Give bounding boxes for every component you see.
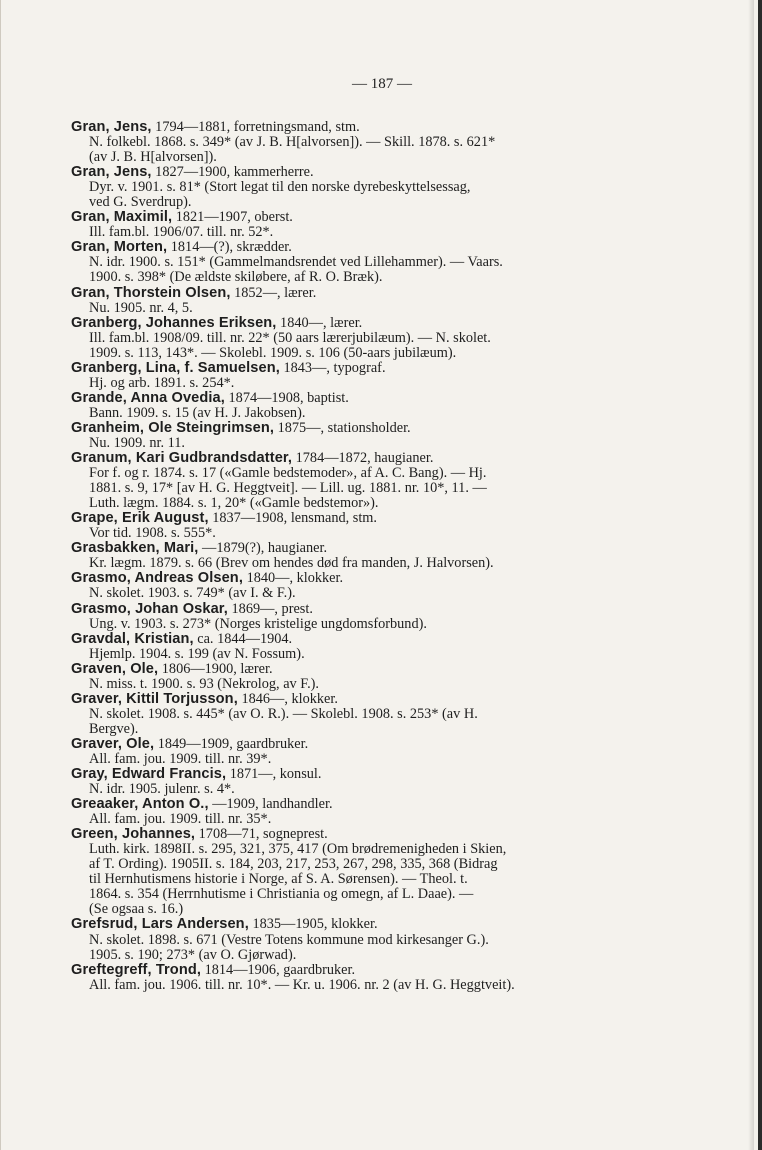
entry-heading <box>71 737 663 752</box>
reference-line: N. miss. t. 1900. s. 93 (Nekrolog, av F.). <box>89 675 319 692</box>
entry-references <box>71 135 663 165</box>
biographical-entry <box>71 571 663 601</box>
entry-description: 1869—, prest. <box>231 600 313 617</box>
reference-line: All. fam. jou. 1909. till. nr. 39*. <box>89 750 272 767</box>
entry-description: 1871—, konsul. <box>229 766 322 783</box>
entry-references <box>71 933 663 963</box>
entry-heading <box>71 662 663 677</box>
entry-references <box>71 301 663 316</box>
entry-name: Gran, Jens, <box>71 164 152 181</box>
reference-line: af T. Ording). 1905II. s. 184, 203, 217, 253, 267, 298, 335, 368 (Bidrag <box>89 856 498 873</box>
entry-description: 1827—1900, kammerherre. <box>155 164 314 181</box>
entry-description: 1784—1872, haugianer. <box>295 450 434 467</box>
entry-name: Gran, Thorstein Olsen, <box>71 284 231 301</box>
entry-heading <box>71 120 663 135</box>
biographical-entry <box>71 316 663 361</box>
reference-line: N. idr. 1900. s. 151* (Gammelmandsrendet ved Lillehammer). — Vaars. <box>89 254 503 271</box>
entry-name: Granum, Kari Gudbrandsdatter, <box>71 450 293 467</box>
biographical-entry <box>71 963 663 993</box>
biographical-entry <box>71 602 663 632</box>
entry-references <box>71 406 663 421</box>
reference-line: N. skolet. 1903. s. 749* (av I. & F.). <box>89 585 296 602</box>
entry-references <box>71 225 663 240</box>
biographical-entry <box>71 797 663 827</box>
biographical-entry <box>71 451 663 511</box>
reference-line: Hj. og arb. 1891. s. 254*. <box>89 374 235 391</box>
entry-references <box>71 647 663 662</box>
reference-line: Bann. 1909. s. 15 (av H. J. Jakobsen). <box>89 404 306 421</box>
reference-line: N. skolet. 1908. s. 445* (av O. R.). — Skolebl. 1908. s. 253* (av H. <box>89 705 478 722</box>
entry-heading <box>71 692 663 707</box>
biographical-entry <box>71 827 663 917</box>
entry-heading <box>71 767 663 782</box>
entry-list <box>71 120 663 993</box>
entry-references <box>71 556 663 571</box>
entry-name: Granheim, Ole Steingrimsen, <box>71 419 275 436</box>
biographical-entry <box>71 286 663 316</box>
entry-heading <box>71 797 663 812</box>
entry-references <box>71 526 663 541</box>
reference-line: (Se ogsaa s. 16.) <box>89 901 184 918</box>
entry-description: 1843—, typograf. <box>283 359 386 376</box>
entry-name: Gravdal, Kristian, <box>71 630 194 647</box>
entry-name: Greaaker, Anton O., <box>71 796 209 813</box>
biographical-entry <box>71 692 663 737</box>
entry-heading <box>71 602 663 617</box>
entry-name: Gran, Jens, <box>71 119 152 135</box>
entry-name: Graver, Ole, <box>71 735 155 752</box>
entry-description: 1835—1905, klokker. <box>252 916 378 933</box>
reference-line: N. idr. 1905. julenr. s. 4*. <box>89 781 235 798</box>
reference-line: Luth. lægm. 1884. s. 1, 20* («Gamle bedstemor»). <box>89 495 379 512</box>
entry-name: Gray, Edward Francis, <box>71 766 227 783</box>
biographical-entry <box>71 391 663 421</box>
biographical-entry <box>71 210 663 240</box>
biographical-entry <box>71 240 663 285</box>
reference-line: Nu. 1905. nr. 4, 5. <box>89 299 193 316</box>
entry-heading <box>71 316 663 331</box>
entry-description: —1909, landhandler. <box>212 796 333 813</box>
biographical-entry <box>71 917 663 962</box>
entry-description: ca. 1844—1904. <box>197 630 293 647</box>
biographical-entry <box>71 541 663 571</box>
reference-line: til Hernhutismens historie i Norge, af S. A. Sørensen). — Theol. t. <box>89 871 468 888</box>
page-edge-shadow <box>748 0 754 1150</box>
reference-line: 1905. s. 190; 273* (av O. Gjørwad). <box>89 946 297 963</box>
biographical-entry <box>71 737 663 767</box>
biographical-entry <box>71 511 663 541</box>
entry-heading <box>71 286 663 301</box>
entry-description: 1849—1909, gaardbruker. <box>157 735 309 752</box>
entry-heading <box>71 917 663 932</box>
reference-line: Luth. kirk. 1898II. s. 295, 321, 375, 417 (Om brødremenigheden i Skien, <box>89 841 507 858</box>
entry-name: Grasmo, Andreas Olsen, <box>71 570 243 587</box>
entry-references <box>71 677 663 692</box>
entry-heading <box>71 451 663 466</box>
entry-description: 1821—1907, oberst. <box>175 209 293 226</box>
entry-description: 1814—1906, gaardbruker. <box>204 961 356 978</box>
reference-line: Dyr. v. 1901. s. 81* (Stort legat til den norske dyrebeskyttelsessag, <box>89 179 471 196</box>
entry-references <box>71 978 663 993</box>
entry-heading <box>71 165 663 180</box>
reference-line: 1881. s. 9, 17* [av H. G. Heggtveit]. — Lill. ug. 1881. nr. 10*, 11. — <box>89 480 487 497</box>
entry-name: Granberg, Lina, f. Samuelsen, <box>71 359 280 376</box>
entry-references <box>71 586 663 601</box>
biographical-entry <box>71 662 663 692</box>
entry-name: Graver, Kittil Torjusson, <box>71 690 238 707</box>
entry-heading <box>71 511 663 526</box>
entry-name: Grande, Anna Ovedia, <box>71 389 225 406</box>
entry-description: 1846—, klokker. <box>241 690 338 707</box>
reference-line: For f. og r. 1874. s. 17 («Gamle bedstemoder», af A. C. Bang). — Hj. <box>89 465 487 482</box>
entry-heading <box>71 421 663 436</box>
entry-name: Gran, Maximil, <box>71 209 173 226</box>
reference-line: Hjemlp. 1904. s. 199 (av N. Fossum). <box>89 645 305 662</box>
biographical-entry <box>71 120 663 165</box>
entry-references <box>71 331 663 361</box>
entry-heading <box>71 240 663 255</box>
entry-name: Grefsrud, Lars Andersen, <box>71 916 249 933</box>
entry-heading <box>71 827 663 842</box>
entry-name: Grasmo, Johan Oskar, <box>71 600 228 617</box>
entry-description: 1806—1900, lærer. <box>161 660 273 677</box>
entry-heading <box>71 361 663 376</box>
entry-description: 1708—71, sogneprest. <box>198 826 328 843</box>
entry-heading <box>71 391 663 406</box>
reference-line: Ung. v. 1903. s. 273* (Norges kristelige ungdomsforbund). <box>89 615 427 632</box>
entry-references <box>71 752 663 767</box>
entry-heading <box>71 210 663 225</box>
reference-line: Nu. 1909. nr. 11. <box>89 434 185 451</box>
entry-name: Green, Johannes, <box>71 826 196 843</box>
entry-references <box>71 376 663 391</box>
biographical-entry <box>71 632 663 662</box>
entry-references <box>71 466 663 511</box>
reference-line: All. fam. jou. 1909. till. nr. 35*. <box>89 811 272 828</box>
entry-description: 1837—1908, lensmand, stm. <box>212 510 377 527</box>
entry-name: Granberg, Johannes Eriksen, <box>71 314 277 331</box>
reference-line: Ill. fam.bl. 1906/07. till. nr. 52*. <box>89 224 274 241</box>
entry-description: 1840—, klokker. <box>246 570 344 587</box>
reference-line: (av J. B. H[alvorsen]). <box>89 149 217 166</box>
entry-references <box>71 255 663 285</box>
biographical-entry <box>71 767 663 797</box>
entry-description: 1875—, stationsholder. <box>277 419 411 436</box>
reference-line: Kr. lægm. 1879. s. 66 (Brev om hendes død fra manden, J. Halvorsen). <box>89 555 494 572</box>
biographical-entry <box>71 361 663 391</box>
entry-name: Greftegreff, Trond, <box>71 961 202 978</box>
entry-name: Grasbakken, Mari, <box>71 540 199 557</box>
entry-description: —1879(?), haugianer. <box>202 540 328 557</box>
entry-heading <box>71 571 663 586</box>
entry-references <box>71 812 663 827</box>
entry-heading <box>71 632 663 647</box>
reference-line: N. skolet. 1898. s. 671 (Vestre Totens kommune mod kirkesanger G.). <box>89 931 489 948</box>
entry-description: 1852—, lærer. <box>234 284 317 301</box>
reference-line: Bergve). <box>89 720 139 737</box>
entry-description: 1794—1881, forretningsmand, stm. <box>155 119 360 135</box>
biographical-entry <box>71 421 663 451</box>
reference-line: Vor tid. 1908. s. 555*. <box>89 525 216 542</box>
reference-line: 1864. s. 354 (Herrnhutisme i Christiania og omegn, af L. Daae). — <box>89 886 474 903</box>
entry-references <box>71 436 663 451</box>
reference-line: ved G. Sverdrup). <box>89 194 192 211</box>
entry-description: 1874—1908, baptist. <box>228 389 349 406</box>
entry-description: 1840—, lærer. <box>280 314 363 331</box>
reference-line: Ill. fam.bl. 1908/09. till. nr. 22* (50 aars lærerjubilæum). — N. skolet. <box>89 329 491 346</box>
entry-references <box>71 617 663 632</box>
reference-line: 1909. s. 113, 143*. — Skolebl. 1909. s. 106 (50-aars jubilæum). <box>89 344 457 361</box>
entry-name: Grape, Erik August, <box>71 510 209 527</box>
reference-line: All. fam. jou. 1906. till. nr. 10*. — Kr. u. 1906. nr. 2 (av H. G. Heggtveit). <box>89 976 515 993</box>
reference-line: 1900. s. 398* (De ældste skiløbere, af R. O. Bræk). <box>89 269 383 286</box>
biographical-entry <box>71 165 663 210</box>
entry-heading <box>71 963 663 978</box>
entry-references <box>71 782 663 797</box>
entry-references <box>71 707 663 737</box>
reference-line: N. folkebl. 1868. s. 349* (av J. B. H[alvorsen]). — Skill. 1878. s. 621* <box>89 134 496 151</box>
entry-name: Gran, Morten, <box>71 239 168 256</box>
entry-name: Graven, Ole, <box>71 660 159 677</box>
entry-heading <box>71 541 663 556</box>
page-number: — 187 — <box>352 76 412 92</box>
entry-description: 1814—(?), skrædder. <box>170 239 292 256</box>
entry-references <box>71 842 663 917</box>
entry-references <box>71 180 663 210</box>
